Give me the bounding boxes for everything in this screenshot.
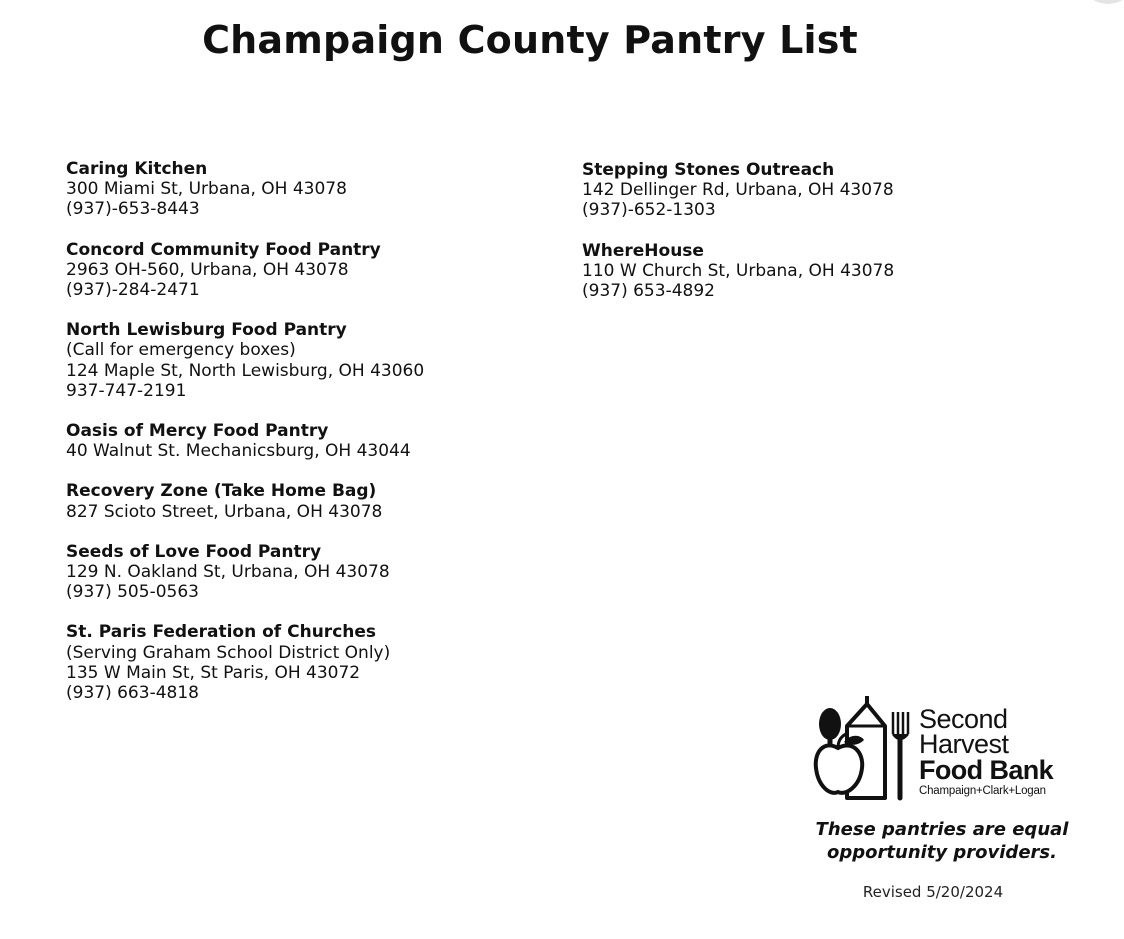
pantry-name: Caring Kitchen	[66, 159, 208, 179]
pantry-detail: 110 W Church St, Urbana, OH 43078	[582, 260, 895, 281]
pantry-name: Concord Community Food Pantry	[66, 239, 381, 260]
pantry-phone: (937) 505-0563	[66, 582, 199, 603]
pantry-entry	[582, 160, 1022, 221]
pantry-name: North Lewisburg Food Pantry	[66, 320, 347, 341]
logo-line-1: Second	[919, 704, 1008, 734]
right-pantry-column	[582, 160, 1022, 321]
pantry-name: Seeds of Love Food Pantry	[66, 541, 322, 562]
revised-date: Revised 5/20/2024	[862, 883, 1004, 901]
pantry-detail: 124 Maple St, North Lewisburg, OH 43060	[66, 360, 425, 381]
equal-opportunity-statement	[792, 818, 1092, 864]
pantry-entry	[66, 421, 536, 461]
pantry-phone: (937)-653-8443	[66, 199, 200, 220]
pantry-entry	[66, 542, 536, 603]
pantry-name: WhereHouse	[582, 240, 704, 261]
pantry-name: Recovery Zone (Take Home Bag)	[66, 481, 377, 502]
pantry-detail: 40 Walnut St. Mechanicsburg, OH 43044	[66, 441, 411, 462]
pantry-phone: (937)-284-2471	[66, 280, 200, 301]
pantry-name: Oasis of Mercy Food Pantry	[66, 421, 329, 442]
logo-line-2: Harvest	[919, 729, 1009, 759]
pantry-name: Stepping Stones Outreach	[582, 160, 835, 180]
pantry-entry	[66, 622, 536, 703]
pantry-entry	[582, 241, 1022, 302]
logo-line-4: Champaign+Clark+Logan	[919, 785, 1046, 797]
pantry-detail: 129 N. Oakland St, Urbana, OH 43078	[66, 562, 390, 583]
pantry-entry	[66, 320, 536, 401]
pantry-phone: (937) 663-4818	[66, 683, 199, 704]
pantry-phone: (937) 653-4892	[582, 281, 715, 302]
pantry-detail: 135 W Main St, St Paris, OH 43072	[66, 662, 361, 683]
pantry-phone: 937-747-2191	[66, 380, 187, 401]
food-bank-logo-text	[919, 704, 1054, 798]
pantry-entry	[66, 481, 536, 521]
pantry-detail: (Call for emergency boxes)	[66, 340, 296, 361]
pantry-detail: 142 Dellinger Rd, Urbana, OH 43078	[582, 180, 894, 201]
pantry-name: St. Paris Federation of Churches	[66, 622, 377, 643]
equal-line-1: These pantries are equal	[815, 819, 1069, 840]
pantry-detail: 827 Scioto Street, Urbana, OH 43078	[66, 501, 383, 522]
pantry-detail: 2963 OH-560, Urbana, OH 43078	[66, 259, 349, 280]
equal-line-2: opportunity providers.	[827, 842, 1057, 863]
page-title: Champaign County Pantry List	[202, 18, 858, 62]
pantry-detail: (Serving Graham School District Only)	[66, 642, 391, 663]
left-pantry-column	[66, 159, 536, 723]
pantry-phone: (937)-652-1303	[582, 200, 716, 221]
logo-line-3: Food Bank	[919, 755, 1054, 785]
pantry-entry	[66, 240, 536, 301]
pantry-detail: 300 Miami St, Urbana, OH 43078	[66, 179, 347, 200]
corner-scroll-indicator	[1086, 0, 1124, 4]
pantry-entry	[66, 159, 536, 220]
